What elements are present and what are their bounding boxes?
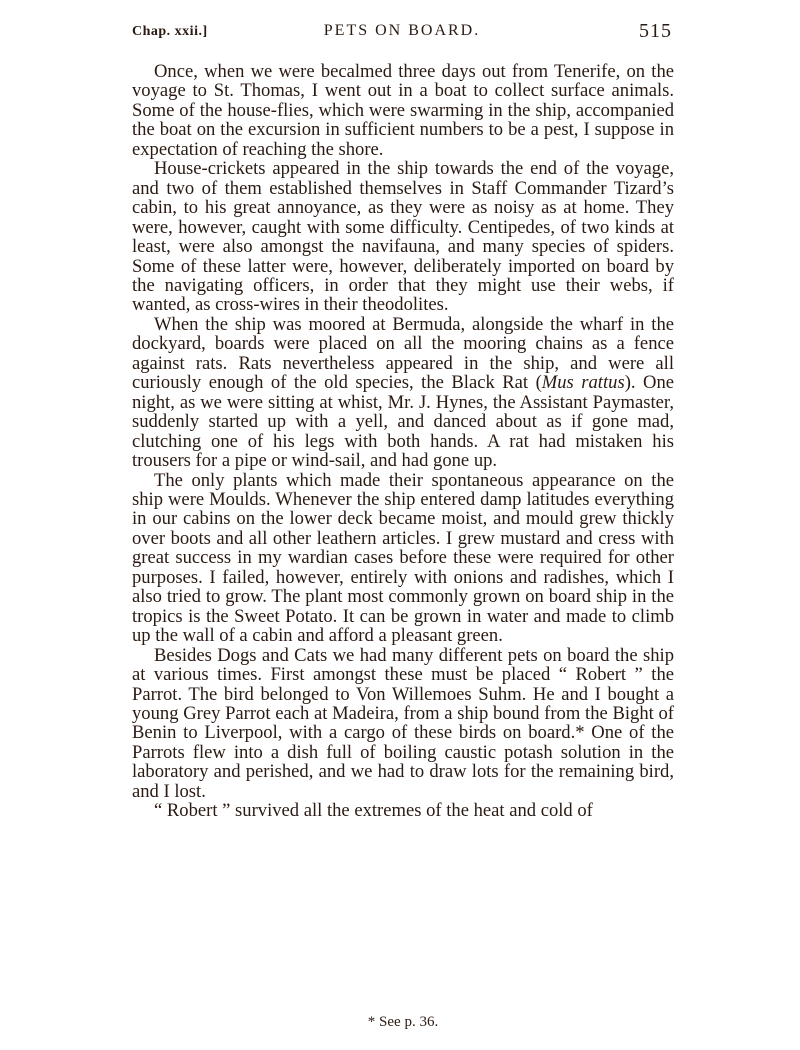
species-name: Mus rattus: [541, 372, 625, 394]
paragraph-rats-before: When the ship was moored at Bermuda, alongside the wharf in the dockyard, boards were placed on all the mooring chains as a fence against rats. Rats nevertheless appeared in the ship, and were all curiously enough of the old species, the Black Rat (: [132, 313, 674, 394]
paragraph-house-flies: Once, when we were becalmed three days out from Tenerife, on the voyage to St. Thomas, I went out in a boat to collect surface animals. Some of the house-flies, which were swarming in the ship, accompanied the boat on the excursion in sufficient numbers to be a pest, I suppose in expectation of reaching the shore.: [132, 61, 674, 160]
paragraph-robert: “ Robert ” survived all the extremes of the heat and cold of: [154, 800, 593, 822]
footnote: * See p. 36.: [367, 1014, 439, 1030]
chapter-label: Chap. xxii.]: [132, 24, 208, 39]
paragraph-pets: Besides Dogs and Cats we had many different pets on board the ship at various times. First amongst these must be placed “ Robert ” the Parrot. The bird belonged to Von Willemoes Suhm. He and I bought a young Grey Parrot each at Madeira, from a ship bound from the Bight of Benin to Liverpool, with a cargo of these birds on board.* One of the Parrots flew into a dish full of boiling caustic potash solution in the laboratory and perished, and we had to draw lots for the remaining bird, and I lost.: [132, 644, 674, 802]
page-number: 515: [639, 20, 672, 42]
paragraph-house-crickets: House-crickets appeared in the ship towards the end of the voyage, and two of them established themselves in Staff Commander Tizard’s cabin, to his great annoyance, as they were as noisy as at home. They were, however, caught with some difficulty. Centipedes, of two kinds at least, were also amongst the navifauna, and many species of spiders. Some of these latter were, however, deliberately imported on board by the navigating officers, in order that they might use their webs, if wanted, as cross-wires in their theodolites.: [132, 158, 674, 316]
running-head: [132, 20, 672, 46]
running-title: PETS ON BOARD.: [323, 22, 481, 39]
paragraph-moulds: The only plants which made their spontaneous appearance on the ship were Moulds. Whenever the ship entered damp latitudes everything in our cabins on the lower deck became moist, and mould grew thickly over boots and all other leathern articles. I grew mustard and cress with great success in my wardian cases before these were required for other purposes. I failed, however, entirely with onions and radishes, which I also tried to grow. The plant most commonly grown on board ship in the tropics is the Sweet Potato. It can be grown in water and made to climb up the wall of a cabin and afford a pleasant green.: [132, 469, 674, 647]
body-text: [132, 62, 674, 821]
paragraph-rats: [132, 315, 674, 471]
paragraph-rats-after: ). One night, as we were sitting at whist, Mr. J. Hynes, the Assistant Paymaster, suddenly started up with a yell, and danced about as if gone mad, clutching one of his legs with both hands. A rat had mistaken his trousers for a pipe or wind-sail, and had gone up.: [132, 372, 674, 472]
